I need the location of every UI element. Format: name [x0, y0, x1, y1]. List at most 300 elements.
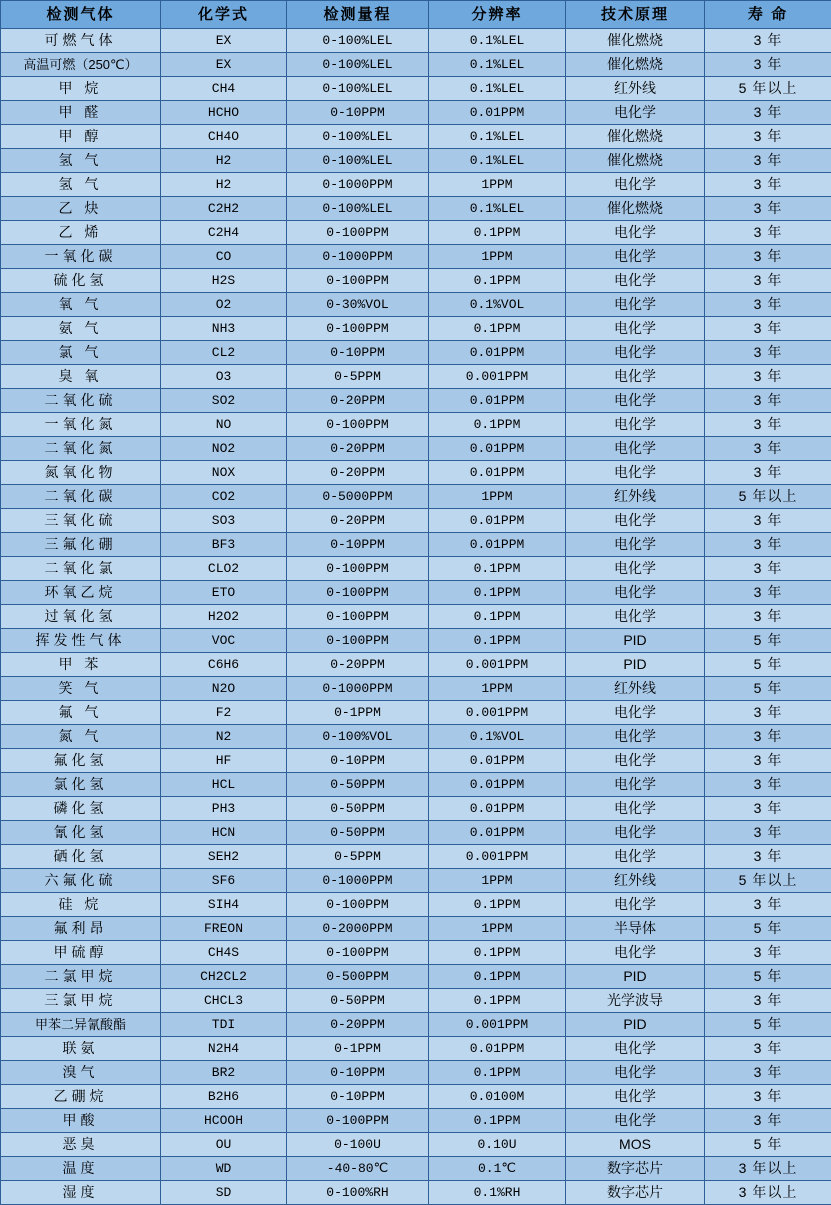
cell-detection-range: 0-100PPM — [287, 629, 429, 653]
cell-gas-name: 乙硼烷 — [1, 1085, 161, 1109]
cell-tech-principle: 电化学 — [566, 341, 705, 365]
cell-detection-range: 0-1PPM — [287, 701, 429, 725]
cell-tech-principle: 电化学 — [566, 581, 705, 605]
cell-lifespan: 5 年 — [705, 917, 831, 941]
cell-resolution: 0.1PPM — [429, 269, 566, 293]
cell-lifespan: 3 年以上 — [705, 1157, 831, 1181]
table-header-row — [1, 1, 831, 29]
cell-resolution: 0.1PPM — [429, 605, 566, 629]
cell-resolution: 0.1℃ — [429, 1157, 566, 1181]
cell-lifespan: 3 年 — [705, 173, 831, 197]
table-row — [1, 485, 831, 509]
cell-gas-name: 甲硫醇 — [1, 941, 161, 965]
cell-resolution: 0.1PPM — [429, 941, 566, 965]
cell-tech-principle: 电化学 — [566, 269, 705, 293]
table-row — [1, 557, 831, 581]
cell-gas-name: 甲 醛 — [1, 101, 161, 125]
cell-lifespan: 3 年 — [705, 509, 831, 533]
cell-detection-range: 0-10PPM — [287, 341, 429, 365]
cell-detection-range: 0-100PPM — [287, 557, 429, 581]
cell-resolution: 0.1PPM — [429, 221, 566, 245]
cell-detection-range: 0-1000PPM — [287, 677, 429, 701]
cell-lifespan: 3 年 — [705, 341, 831, 365]
cell-detection-range: 0-100%VOL — [287, 725, 429, 749]
cell-resolution: 1PPM — [429, 677, 566, 701]
cell-lifespan: 3 年 — [705, 725, 831, 749]
cell-tech-principle: 催化燃烧 — [566, 53, 705, 77]
cell-chemical-formula: CO2 — [161, 485, 287, 509]
table-row — [1, 125, 831, 149]
table-row — [1, 965, 831, 989]
cell-lifespan: 3 年 — [705, 1109, 831, 1133]
table-row — [1, 533, 831, 557]
cell-chemical-formula: H2S — [161, 269, 287, 293]
cell-lifespan: 5 年以上 — [705, 77, 831, 101]
cell-gas-name: 氢 气 — [1, 149, 161, 173]
cell-gas-name: 臭 氧 — [1, 365, 161, 389]
cell-tech-principle: 电化学 — [566, 1037, 705, 1061]
cell-tech-principle: PID — [566, 629, 705, 653]
cell-chemical-formula: OU — [161, 1133, 287, 1157]
cell-detection-range: 0-10PPM — [287, 533, 429, 557]
cell-lifespan: 3 年 — [705, 941, 831, 965]
cell-resolution: 0.1PPM — [429, 1109, 566, 1133]
cell-resolution: 0.01PPM — [429, 389, 566, 413]
cell-gas-name: 甲 醇 — [1, 125, 161, 149]
cell-detection-range: 0-2000PPM — [287, 917, 429, 941]
cell-detection-range: 0-5000PPM — [287, 485, 429, 509]
cell-chemical-formula: BR2 — [161, 1061, 287, 1085]
cell-chemical-formula: TDI — [161, 1013, 287, 1037]
cell-chemical-formula: N2O — [161, 677, 287, 701]
cell-tech-principle: 数字芯片 — [566, 1181, 705, 1205]
cell-lifespan: 5 年 — [705, 677, 831, 701]
cell-resolution: 0.1%VOL — [429, 725, 566, 749]
cell-gas-name: 温度 — [1, 1157, 161, 1181]
cell-tech-principle: 催化燃烧 — [566, 125, 705, 149]
table-row — [1, 941, 831, 965]
table-row — [1, 773, 831, 797]
cell-detection-range: 0-100%RH — [287, 1181, 429, 1205]
cell-resolution: 0.01PPM — [429, 533, 566, 557]
table-header — [1, 1, 831, 29]
cell-resolution: 0.01PPM — [429, 509, 566, 533]
table-row — [1, 245, 831, 269]
table-row — [1, 1181, 831, 1205]
table-row — [1, 77, 831, 101]
cell-chemical-formula: EX — [161, 53, 287, 77]
cell-resolution: 1PPM — [429, 869, 566, 893]
cell-gas-name: 可燃气体 — [1, 29, 161, 53]
cell-detection-range: 0-30%VOL — [287, 293, 429, 317]
cell-lifespan: 3 年 — [705, 557, 831, 581]
cell-tech-principle: 电化学 — [566, 413, 705, 437]
cell-gas-name: 氰化氢 — [1, 821, 161, 845]
cell-gas-name: 乙 炔 — [1, 197, 161, 221]
cell-lifespan: 3 年 — [705, 125, 831, 149]
cell-gas-name: 氟利昂 — [1, 917, 161, 941]
cell-gas-name: 挥发性气体 — [1, 629, 161, 653]
cell-detection-range: 0-1000PPM — [287, 245, 429, 269]
cell-detection-range: 0-50PPM — [287, 797, 429, 821]
table-row — [1, 101, 831, 125]
cell-lifespan: 3 年 — [705, 533, 831, 557]
cell-lifespan: 3 年 — [705, 29, 831, 53]
table-row — [1, 845, 831, 869]
cell-lifespan: 3 年 — [705, 221, 831, 245]
cell-lifespan: 3 年 — [705, 773, 831, 797]
cell-tech-principle: 电化学 — [566, 221, 705, 245]
cell-detection-range: 0-100PPM — [287, 413, 429, 437]
cell-chemical-formula: HCN — [161, 821, 287, 845]
cell-tech-principle: 红外线 — [566, 485, 705, 509]
cell-chemical-formula: C2H4 — [161, 221, 287, 245]
table-row — [1, 197, 831, 221]
cell-resolution: 0.01PPM — [429, 461, 566, 485]
cell-tech-principle: 催化燃烧 — [566, 29, 705, 53]
cell-detection-range: 0-10PPM — [287, 749, 429, 773]
table-row — [1, 341, 831, 365]
cell-gas-name: 氢 气 — [1, 173, 161, 197]
cell-lifespan: 3 年 — [705, 1037, 831, 1061]
table-row — [1, 1037, 831, 1061]
cell-detection-range: 0-100PPM — [287, 1109, 429, 1133]
cell-lifespan: 3 年 — [705, 1085, 831, 1109]
table-row — [1, 989, 831, 1013]
cell-lifespan: 5 年 — [705, 1133, 831, 1157]
cell-detection-range: 0-100PPM — [287, 221, 429, 245]
cell-detection-range: 0-100%LEL — [287, 77, 429, 101]
cell-resolution: 0.1PPM — [429, 557, 566, 581]
cell-resolution: 1PPM — [429, 173, 566, 197]
table-row — [1, 293, 831, 317]
table-row — [1, 53, 831, 77]
cell-detection-range: 0-5PPM — [287, 365, 429, 389]
cell-gas-name: 磷化氢 — [1, 797, 161, 821]
cell-chemical-formula: O3 — [161, 365, 287, 389]
cell-chemical-formula: C6H6 — [161, 653, 287, 677]
cell-lifespan: 3 年 — [705, 437, 831, 461]
cell-lifespan: 3 年 — [705, 389, 831, 413]
cell-detection-range: 0-100%LEL — [287, 53, 429, 77]
cell-chemical-formula: F2 — [161, 701, 287, 725]
cell-chemical-formula: ETO — [161, 581, 287, 605]
cell-resolution: 0.1PPM — [429, 413, 566, 437]
table-row — [1, 317, 831, 341]
cell-detection-range: 0-10PPM — [287, 101, 429, 125]
cell-detection-range: 0-100U — [287, 1133, 429, 1157]
cell-tech-principle: 电化学 — [566, 725, 705, 749]
cell-resolution: 0.01PPM — [429, 1037, 566, 1061]
cell-tech-principle: 电化学 — [566, 461, 705, 485]
cell-tech-principle: 电化学 — [566, 533, 705, 557]
cell-detection-range: 0-100PPM — [287, 941, 429, 965]
cell-chemical-formula: O2 — [161, 293, 287, 317]
table-row — [1, 1109, 831, 1133]
cell-gas-name: 甲苯二异氰酸酯 — [1, 1013, 161, 1037]
cell-lifespan: 3 年 — [705, 701, 831, 725]
table-row — [1, 221, 831, 245]
cell-resolution: 0.1PPM — [429, 629, 566, 653]
table-row — [1, 29, 831, 53]
cell-resolution: 0.1%VOL — [429, 293, 566, 317]
cell-gas-name: 乙 烯 — [1, 221, 161, 245]
cell-chemical-formula: HCOOH — [161, 1109, 287, 1133]
table-row — [1, 461, 831, 485]
cell-resolution: 0.01PPM — [429, 101, 566, 125]
cell-gas-name: 一氧化氮 — [1, 413, 161, 437]
cell-gas-name: 二氧化硫 — [1, 389, 161, 413]
cell-detection-range: 0-20PPM — [287, 1013, 429, 1037]
cell-detection-range: 0-20PPM — [287, 509, 429, 533]
cell-resolution: 0.1%LEL — [429, 53, 566, 77]
table-row — [1, 509, 831, 533]
cell-resolution: 0.1PPM — [429, 893, 566, 917]
cell-chemical-formula: NO — [161, 413, 287, 437]
cell-resolution: 1PPM — [429, 917, 566, 941]
cell-chemical-formula: SD — [161, 1181, 287, 1205]
cell-gas-name: 硅 烷 — [1, 893, 161, 917]
cell-detection-range: 0-100%LEL — [287, 29, 429, 53]
cell-chemical-formula: HCHO — [161, 101, 287, 125]
cell-chemical-formula: SIH4 — [161, 893, 287, 917]
cell-resolution: 0.1PPM — [429, 1061, 566, 1085]
table-row — [1, 149, 831, 173]
cell-lifespan: 3 年 — [705, 893, 831, 917]
table-body — [1, 29, 831, 1205]
cell-chemical-formula: CH2CL2 — [161, 965, 287, 989]
cell-resolution: 0.01PPM — [429, 749, 566, 773]
cell-chemical-formula: N2 — [161, 725, 287, 749]
cell-gas-name: 甲 苯 — [1, 653, 161, 677]
cell-lifespan: 5 年以上 — [705, 869, 831, 893]
table-row — [1, 701, 831, 725]
column-header-lifespan: 寿 命 — [705, 1, 831, 29]
cell-tech-principle: 电化学 — [566, 557, 705, 581]
cell-lifespan: 5 年以上 — [705, 485, 831, 509]
cell-lifespan: 3 年 — [705, 317, 831, 341]
cell-gas-name: 氧 气 — [1, 293, 161, 317]
cell-gas-name: 二氯甲烷 — [1, 965, 161, 989]
cell-detection-range: 0-1000PPM — [287, 869, 429, 893]
cell-detection-range: 0-1000PPM — [287, 173, 429, 197]
cell-detection-range: 0-20PPM — [287, 437, 429, 461]
cell-detection-range: 0-100%LEL — [287, 197, 429, 221]
cell-chemical-formula: NH3 — [161, 317, 287, 341]
cell-detection-range: 0-100%LEL — [287, 125, 429, 149]
cell-chemical-formula: SF6 — [161, 869, 287, 893]
cell-lifespan: 3 年 — [705, 749, 831, 773]
cell-chemical-formula: EX — [161, 29, 287, 53]
cell-chemical-formula: HCL — [161, 773, 287, 797]
cell-gas-name: 甲 烷 — [1, 77, 161, 101]
table-row — [1, 893, 831, 917]
cell-chemical-formula: C2H2 — [161, 197, 287, 221]
table-row — [1, 1085, 831, 1109]
cell-lifespan: 5 年 — [705, 1013, 831, 1037]
cell-resolution: 0.1PPM — [429, 989, 566, 1013]
cell-gas-name: 环氧乙烷 — [1, 581, 161, 605]
cell-chemical-formula: HF — [161, 749, 287, 773]
cell-gas-name: 氨 气 — [1, 317, 161, 341]
cell-chemical-formula: NOX — [161, 461, 287, 485]
cell-tech-principle: 电化学 — [566, 101, 705, 125]
cell-lifespan: 3 年 — [705, 197, 831, 221]
cell-chemical-formula: FREON — [161, 917, 287, 941]
cell-resolution: 1PPM — [429, 485, 566, 509]
cell-detection-range: 0-50PPM — [287, 989, 429, 1013]
table-row — [1, 869, 831, 893]
cell-gas-name: 硫化氢 — [1, 269, 161, 293]
cell-lifespan: 5 年 — [705, 965, 831, 989]
cell-gas-name: 过氧化氢 — [1, 605, 161, 629]
cell-gas-name: 二氧化碳 — [1, 485, 161, 509]
cell-tech-principle: 电化学 — [566, 437, 705, 461]
cell-resolution: 0.01PPM — [429, 797, 566, 821]
cell-resolution: 0.1%LEL — [429, 197, 566, 221]
cell-detection-range: 0-100PPM — [287, 605, 429, 629]
table-row — [1, 389, 831, 413]
cell-chemical-formula: N2H4 — [161, 1037, 287, 1061]
table-row — [1, 629, 831, 653]
cell-gas-name: 氯 气 — [1, 341, 161, 365]
cell-resolution: 0.01PPM — [429, 437, 566, 461]
cell-tech-principle: 电化学 — [566, 773, 705, 797]
cell-tech-principle: 电化学 — [566, 845, 705, 869]
cell-chemical-formula: CLO2 — [161, 557, 287, 581]
cell-resolution: 0.1%LEL — [429, 77, 566, 101]
cell-lifespan: 3 年 — [705, 101, 831, 125]
cell-tech-principle: 电化学 — [566, 797, 705, 821]
cell-lifespan: 3 年以上 — [705, 1181, 831, 1205]
cell-tech-principle: 电化学 — [566, 941, 705, 965]
cell-tech-principle: 半导体 — [566, 917, 705, 941]
cell-gas-name: 氯化氢 — [1, 773, 161, 797]
cell-resolution: 1PPM — [429, 245, 566, 269]
cell-tech-principle: 催化燃烧 — [566, 197, 705, 221]
column-header-gas: 检测气体 — [1, 1, 161, 29]
cell-tech-principle: 数字芯片 — [566, 1157, 705, 1181]
table-row — [1, 269, 831, 293]
table-row — [1, 653, 831, 677]
cell-detection-range: 0-5PPM — [287, 845, 429, 869]
cell-resolution: 0.001PPM — [429, 365, 566, 389]
table-row — [1, 1133, 831, 1157]
cell-chemical-formula: CHCL3 — [161, 989, 287, 1013]
cell-detection-range: 0-10PPM — [287, 1085, 429, 1109]
cell-tech-principle: 电化学 — [566, 173, 705, 197]
cell-gas-name: 三氧化硫 — [1, 509, 161, 533]
cell-detection-range: 0-1PPM — [287, 1037, 429, 1061]
table-row — [1, 749, 831, 773]
cell-lifespan: 3 年 — [705, 245, 831, 269]
cell-tech-principle: 红外线 — [566, 77, 705, 101]
cell-tech-principle: MOS — [566, 1133, 705, 1157]
cell-resolution: 0.001PPM — [429, 653, 566, 677]
table-row — [1, 1061, 831, 1085]
cell-detection-range: 0-100PPM — [287, 317, 429, 341]
cell-gas-name: 氮 气 — [1, 725, 161, 749]
cell-tech-principle: 电化学 — [566, 389, 705, 413]
cell-resolution: 0.1%LEL — [429, 125, 566, 149]
cell-resolution: 0.0100M — [429, 1085, 566, 1109]
cell-lifespan: 3 年 — [705, 461, 831, 485]
cell-lifespan: 3 年 — [705, 605, 831, 629]
cell-gas-name: 恶臭 — [1, 1133, 161, 1157]
table-row — [1, 605, 831, 629]
table-row — [1, 1013, 831, 1037]
cell-lifespan: 3 年 — [705, 269, 831, 293]
cell-detection-range: 0-100PPM — [287, 893, 429, 917]
table-row — [1, 365, 831, 389]
cell-chemical-formula: B2H6 — [161, 1085, 287, 1109]
cell-gas-name: 笑 气 — [1, 677, 161, 701]
cell-chemical-formula: H2 — [161, 149, 287, 173]
cell-lifespan: 3 年 — [705, 53, 831, 77]
cell-detection-range: 0-100%LEL — [287, 149, 429, 173]
cell-detection-range: 0-50PPM — [287, 821, 429, 845]
cell-resolution: 0.001PPM — [429, 845, 566, 869]
cell-gas-name: 二氧化氮 — [1, 437, 161, 461]
cell-detection-range: 0-500PPM — [287, 965, 429, 989]
cell-gas-name: 甲酸 — [1, 1109, 161, 1133]
cell-resolution: 0.10U — [429, 1133, 566, 1157]
cell-tech-principle: 电化学 — [566, 749, 705, 773]
cell-tech-principle: 催化燃烧 — [566, 149, 705, 173]
cell-chemical-formula: CH4O — [161, 125, 287, 149]
cell-tech-principle: 电化学 — [566, 509, 705, 533]
cell-lifespan: 3 年 — [705, 365, 831, 389]
table-row — [1, 1157, 831, 1181]
cell-resolution: 0.01PPM — [429, 773, 566, 797]
cell-detection-range: 0-10PPM — [287, 1061, 429, 1085]
cell-tech-principle: PID — [566, 1013, 705, 1037]
cell-tech-principle: 电化学 — [566, 365, 705, 389]
cell-chemical-formula: SO2 — [161, 389, 287, 413]
cell-tech-principle: 电化学 — [566, 293, 705, 317]
cell-tech-principle: PID — [566, 653, 705, 677]
cell-detection-range: 0-20PPM — [287, 653, 429, 677]
cell-lifespan: 3 年 — [705, 413, 831, 437]
cell-chemical-formula: CH4 — [161, 77, 287, 101]
cell-gas-name: 湿度 — [1, 1181, 161, 1205]
column-header-principle: 技术原理 — [566, 1, 705, 29]
column-header-formula: 化学式 — [161, 1, 287, 29]
table-row — [1, 725, 831, 749]
cell-gas-name: 三氟化硼 — [1, 533, 161, 557]
cell-resolution: 0.1%RH — [429, 1181, 566, 1205]
cell-tech-principle: 电化学 — [566, 821, 705, 845]
cell-lifespan: 3 年 — [705, 821, 831, 845]
cell-chemical-formula: WD — [161, 1157, 287, 1181]
cell-tech-principle: 光学波导 — [566, 989, 705, 1013]
cell-gas-name: 三氯甲烷 — [1, 989, 161, 1013]
cell-lifespan: 3 年 — [705, 989, 831, 1013]
cell-gas-name: 溴气 — [1, 1061, 161, 1085]
cell-detection-range: 0-50PPM — [287, 773, 429, 797]
cell-lifespan: 3 年 — [705, 797, 831, 821]
cell-lifespan: 3 年 — [705, 845, 831, 869]
cell-chemical-formula: SEH2 — [161, 845, 287, 869]
cell-resolution: 0.1%LEL — [429, 29, 566, 53]
cell-resolution: 0.1PPM — [429, 581, 566, 605]
cell-chemical-formula: H2 — [161, 173, 287, 197]
cell-tech-principle: 电化学 — [566, 1109, 705, 1133]
cell-lifespan: 5 年 — [705, 653, 831, 677]
cell-gas-name: 氟 气 — [1, 701, 161, 725]
cell-tech-principle: 电化学 — [566, 701, 705, 725]
cell-resolution: 0.01PPM — [429, 821, 566, 845]
